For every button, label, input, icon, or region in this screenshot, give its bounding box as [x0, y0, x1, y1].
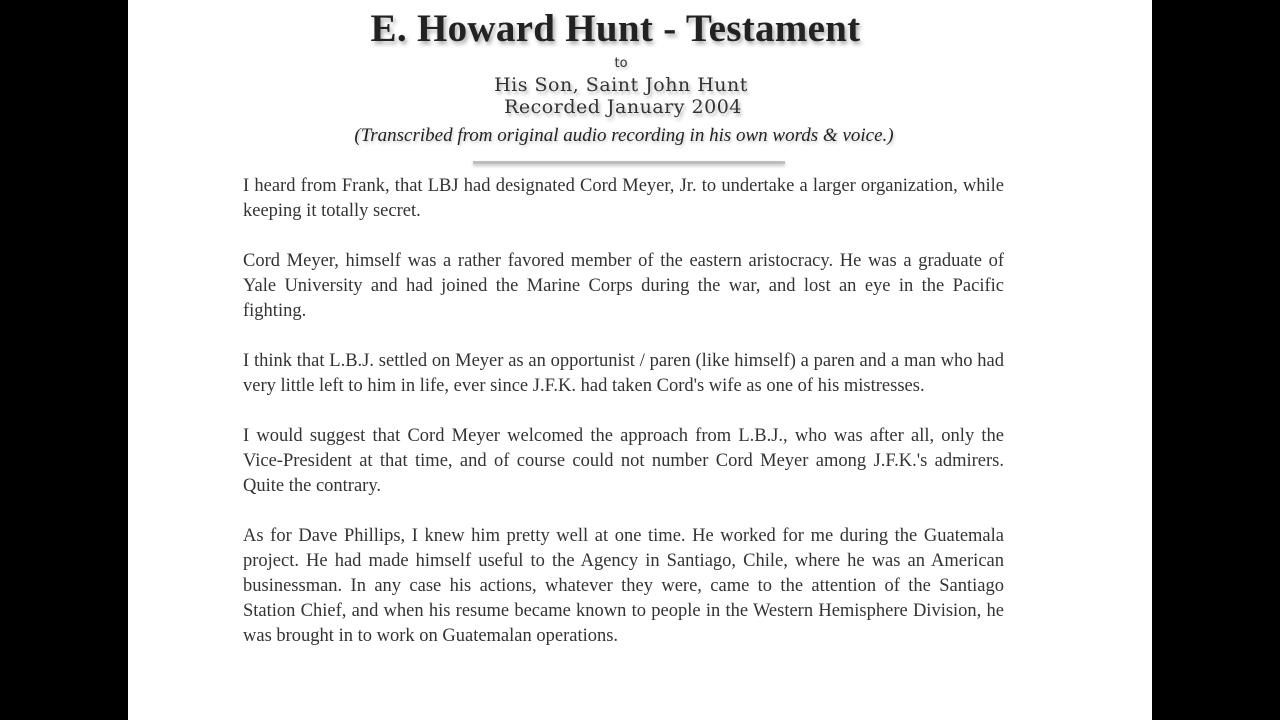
paragraph: Cord Meyer, himself was a rather favored member of the eastern aristocracy. He was a graduate of Yale University and had joined the Marine Corps during the war, and lost an eye in the Pacific fighting.	[243, 251, 1004, 321]
transcript-body	[243, 174, 1004, 674]
paragraph: I think that L.B.J. settled on Meyer as an opportunist / paren (like himself) a paren and a man who had very little left to him in life, ever since J.F.K. had taken Cord's wife as one of his mistresses.	[243, 351, 1004, 396]
transcription-note: (Transcribed from original audio recording in his own words & voice.)	[354, 125, 894, 146]
paragraph: As for Dave Phillips, I knew him pretty well at one time. He worked for me during the Guatemala project. He had made himself useful to the Agency in Santiago, Chile, where he was an American businessman. In any case his actions, whatever they were, came to the attention of the Santiago Station Chief, and when his resume became known to people in the Western Hemisphere Division, he was brought in to work on Guatemalan operations.	[243, 526, 1004, 646]
paragraph: I would suggest that Cord Meyer welcomed the approach from L.B.J., who was after all, only the Vice-President at that time, and of course could not number Cord Meyer among J.F.K.'s admirers. Quite the contrary.	[243, 426, 1004, 496]
document-page	[128, 0, 1152, 720]
document-title: E. Howard Hunt - Testament	[370, 7, 861, 50]
recipient-line: His Son, Saint John Hunt	[494, 74, 748, 96]
recorded-date-line: Recorded January 2004	[504, 96, 742, 118]
header-divider	[473, 161, 785, 164]
paragraph: I heard from Frank, that LBJ had designated Cord Meyer, Jr. to undertake a larger organization, while keeping it totally secret.	[243, 176, 1004, 221]
to-label: to	[614, 56, 628, 71]
